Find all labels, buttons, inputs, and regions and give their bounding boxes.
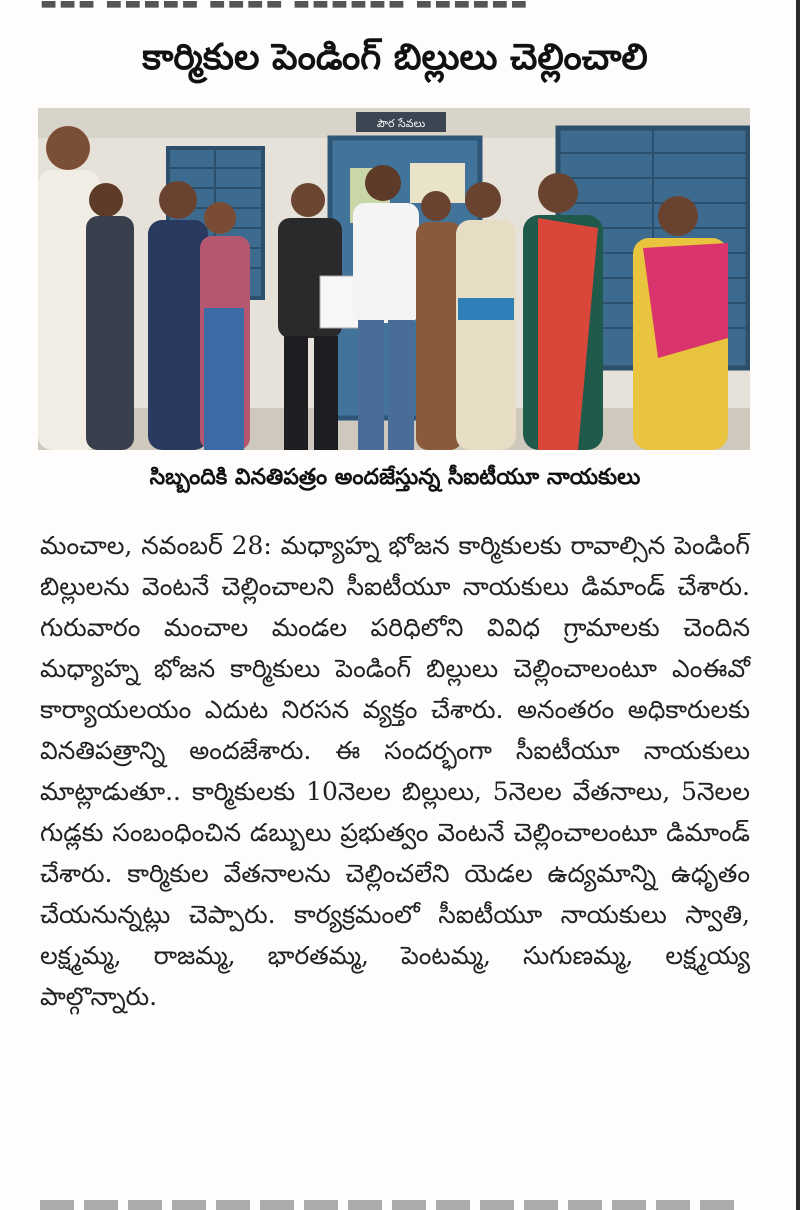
cut-off-text-fragment xyxy=(40,1200,740,1210)
article-headline: కార్మికుల పెండింగ్ బిల్లులు చెల్లించాలి xyxy=(142,37,648,78)
photo-illustration xyxy=(38,108,750,450)
news-photo xyxy=(38,108,750,450)
door-sign-text: పౌర సేవలు xyxy=(376,117,426,130)
cut-off-text-fragment: ▬▬▬ ▬▬▬▬▬ ▬▬▬▬ ▬▬▬▬▬▬ ▬▬▬▬▬▬ xyxy=(40,0,530,14)
cut-off-next-headline xyxy=(40,1196,740,1210)
article-body: మంచాల, నవంబర్ 28: మధ్యాహ్న భోజన కార్మికులకు రావాల్సిన పెండింగ్ బిల్లులను వెంటనే చెల్లించాలని సీఐటీయూ నాయకులు డిమాండ్ చేశారు. గురువారం మంచాల మండల పరిధిలోని వివిధ గ్రామాలకు చెందిన మధ్యాహ్న భోజన కార్మికులు పెండింగ్ బిల్లులు చెల్లించాలంటూ ఎంఈవో కార్యాయలయం ఎదుట నిరసన వ్యక్తం చేశారు. అనంతరం అధికారులకు వినతిపత్రాన్ని అందజేశారు. ఈ సందర్భంగా సీఐటీయూ నాయకులు మాట్లాడుతూ.. కార్మికులకు 10నెలల బిల్లులు, 5నెలల వేతనాలు, 5నెలల గుడ్లకు సంబంధించిన డబ్బులు ప్రభుత్వం వెంటనే చెల్లించాలంటూ డిమాండ్ చేశారు. కార్మికుల వేతనాలను చెల్లించలేని యెడల ఉద్యమాన్ని ఉధృతం చేయనున్నట్లు చెప్పారు. కార్యక్రమంలో సీఐటీయూ నాయకులు స్వాతి, లక్ష్మమ్మ, రాజమ్మ, భారతమ్మ, పెంటమ్మ, సుగుణమ్మ, లక్ష్మయ్య పాల్గొన్నారు. xyxy=(40,531,750,1011)
photo-caption: సిబ్బందికి వినతిపత్రం అందజేస్తున్న సీఐటీయూ నాయకులు xyxy=(149,465,641,490)
cut-off-previous-line xyxy=(40,0,600,14)
